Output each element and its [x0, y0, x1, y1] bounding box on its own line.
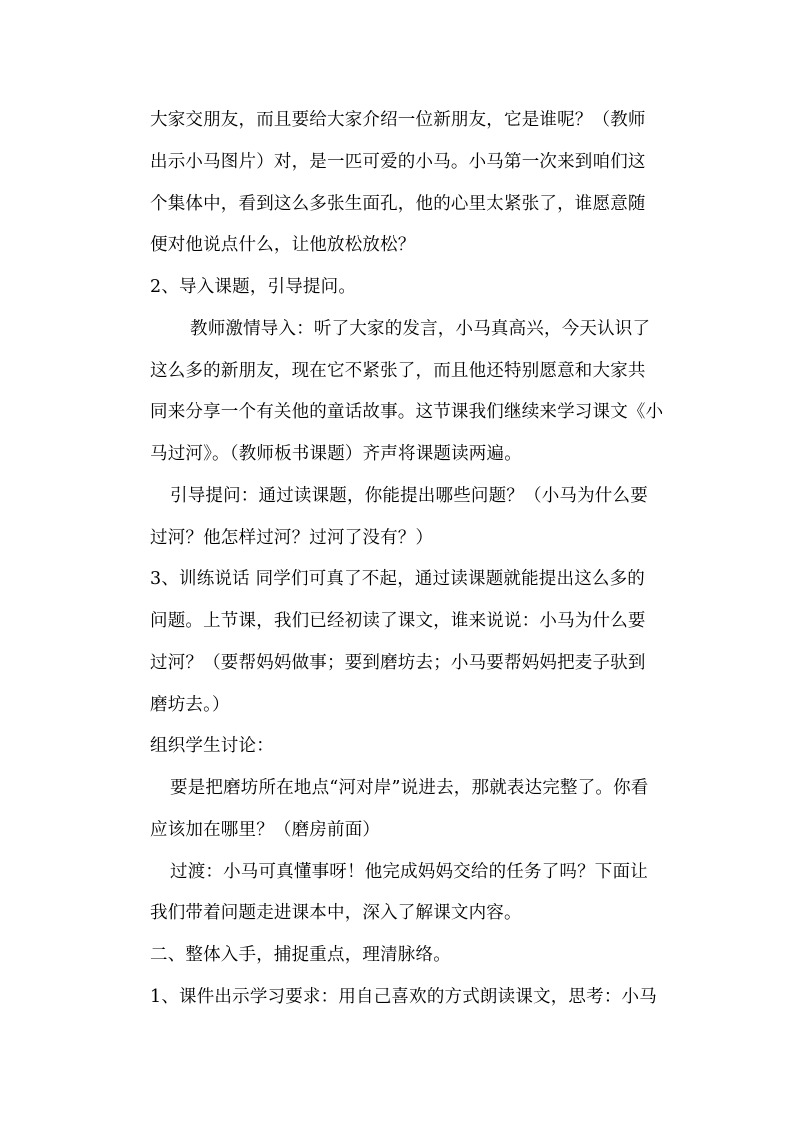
text-line: 这么多的新朋友，现在它不紧张了，而且他还特别愿意和大家共 — [150, 361, 646, 381]
text-line: 组织学生讨论： — [150, 736, 274, 756]
text-line: 过渡：小马可真懂事呀！他完成妈妈交给的任务了吗？下面让 — [170, 862, 648, 882]
text-line: 过河？他怎样过河？过河了没有？） — [150, 528, 434, 548]
text-line: 同来分享一个有关他的童话故事。这节课我们继续来学习课文《小 — [150, 402, 664, 422]
section-heading: 二、整体入手，捕捉重点，理清脉络。 — [150, 945, 451, 965]
section-heading: 2、导入课题，引导提问。 — [150, 277, 357, 297]
section-heading: 1、课件出示学习要求：用自己喜欢的方式朗读课文，思考：小马 — [150, 987, 657, 1007]
text-line: 大家交朋友，而且要给大家介绍一位新朋友，它是谁呢？（教师 — [150, 110, 646, 130]
text-line: 便对他说点什么，让他放松放松？ — [150, 235, 416, 255]
text-line: 马过河》。（教师板书课题）齐声将课题读两遍。 — [150, 444, 522, 464]
text-line: 应该加在哪里？（磨房前面） — [150, 820, 381, 840]
text-line: 要是把磨坊所在地点“河对岸”说进去，那就表达完整了。你看 — [170, 778, 649, 798]
text-line: 磨坊去。） — [150, 695, 230, 715]
text-line: 过河？（要帮妈妈做事；要到磨坊去；小马要帮妈妈把麦子驮到 — [150, 653, 646, 673]
text-line: 个集体中，看到这么多张生面孔，他的心里太紧张了，谁愿意随 — [150, 194, 646, 214]
text-line: 出示小马图片）对，是一匹可爱的小马。小马第一次来到咱们这 — [150, 152, 646, 172]
section-heading: 3、训练说话 同学们可真了不起，通过读课题就能提出这么多的 — [150, 569, 645, 589]
text-line: 我们带着问题走进课本中，深入了解课文内容。 — [150, 903, 522, 923]
text-line: 问题。上节课，我们已经初读了课文，谁来说说：小马为什么要 — [150, 611, 646, 631]
text-line: 教师激情导入：听了大家的发言，小马真高兴，今天认识了 — [190, 319, 651, 339]
text-line: 引导提问：通过读课题，你能提出哪些问题？（小马为什么要 — [170, 486, 648, 506]
